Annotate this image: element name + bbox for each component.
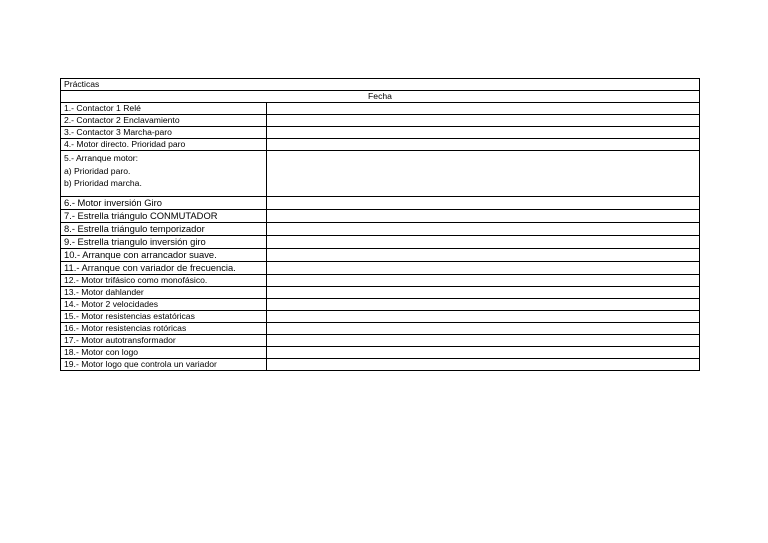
practice-date-cell[interactable] [267,323,700,335]
practice-row [61,223,700,236]
practice-row [61,275,700,287]
practice-date-cell[interactable] [267,275,700,287]
practice-label: 19.- Motor logo que controla un variador [61,359,267,371]
practice-row [61,287,700,299]
practice-label: 12.- Motor trifásico como monofásico. [61,275,267,287]
practice-date-cell[interactable] [267,223,700,236]
practice-label: 13.- Motor dahlander [61,287,267,299]
practices-table-body [61,79,700,371]
practice-row [61,323,700,335]
practice-row [61,151,700,197]
practice-date-cell[interactable] [267,115,700,127]
practice-date-cell[interactable] [267,127,700,139]
practice-row [61,335,700,347]
practice-label: 14.- Motor 2 velocidades [61,299,267,311]
practice-label: 6.- Motor inversión Giro [61,197,267,210]
practice-row [61,249,700,262]
practice-row [61,103,700,115]
practice-label: 3.- Contactor 3 Marcha-paro [61,127,267,139]
practice-label: 18.- Motor con logo [61,347,267,359]
practice-date-cell[interactable] [267,262,700,275]
practice-label: 2.- Contactor 2 Enclavamiento [61,115,267,127]
date-header-row [61,91,700,103]
practice-label: 4.- Motor directo. Prioridad paro [61,139,267,151]
practice-label-line: a) Prioridad paro. [64,165,131,176]
practice-row [61,262,700,275]
practice-date-cell[interactable] [267,299,700,311]
practice-label [61,151,267,197]
practice-row [61,359,700,371]
practice-date-cell[interactable] [267,287,700,299]
practice-date-cell[interactable] [267,197,700,210]
practice-row [61,197,700,210]
practice-label: 17.- Motor autotransformador [61,335,267,347]
practice-date-cell[interactable] [267,236,700,249]
practice-label: 7.- Estrella triángulo CONMUTADOR [61,210,267,223]
practice-date-cell[interactable] [267,103,700,115]
practice-label: 8.- Estrella triángulo temporizador [61,223,267,236]
date-header: Fecha [61,91,700,103]
practice-row [61,236,700,249]
practice-row [61,299,700,311]
practice-row [61,139,700,151]
practice-label: 11.- Arranque con variador de frecuencia. [61,262,267,275]
practice-label-line: b) Prioridad marcha. [64,178,142,188]
practice-date-cell[interactable] [267,151,700,197]
practice-date-cell[interactable] [267,347,700,359]
practice-date-cell[interactable] [267,335,700,347]
practice-row [61,311,700,323]
practice-label: 15.- Motor resistencias estatóricas [61,311,267,323]
practice-label: 16.- Motor resistencias rotóricas [61,323,267,335]
practice-label: 9.- Estrella triangulo inversión giro [61,236,267,249]
practice-date-cell[interactable] [267,139,700,151]
practice-date-cell[interactable] [267,311,700,323]
practice-row [61,127,700,139]
title-row [61,79,700,91]
practice-date-cell[interactable] [267,359,700,371]
practice-date-cell[interactable] [267,249,700,262]
practice-row [61,115,700,127]
practice-date-cell[interactable] [267,210,700,223]
practice-row [61,347,700,359]
practices-table [60,78,700,371]
table-title: Prácticas [61,79,700,91]
practice-row [61,210,700,223]
practice-label-line: 5.- Arranque motor: [64,153,139,163]
practice-label: 1.- Contactor 1 Relé [61,103,267,115]
practice-label: 10.- Arranque con arrancador suave. [61,249,267,262]
